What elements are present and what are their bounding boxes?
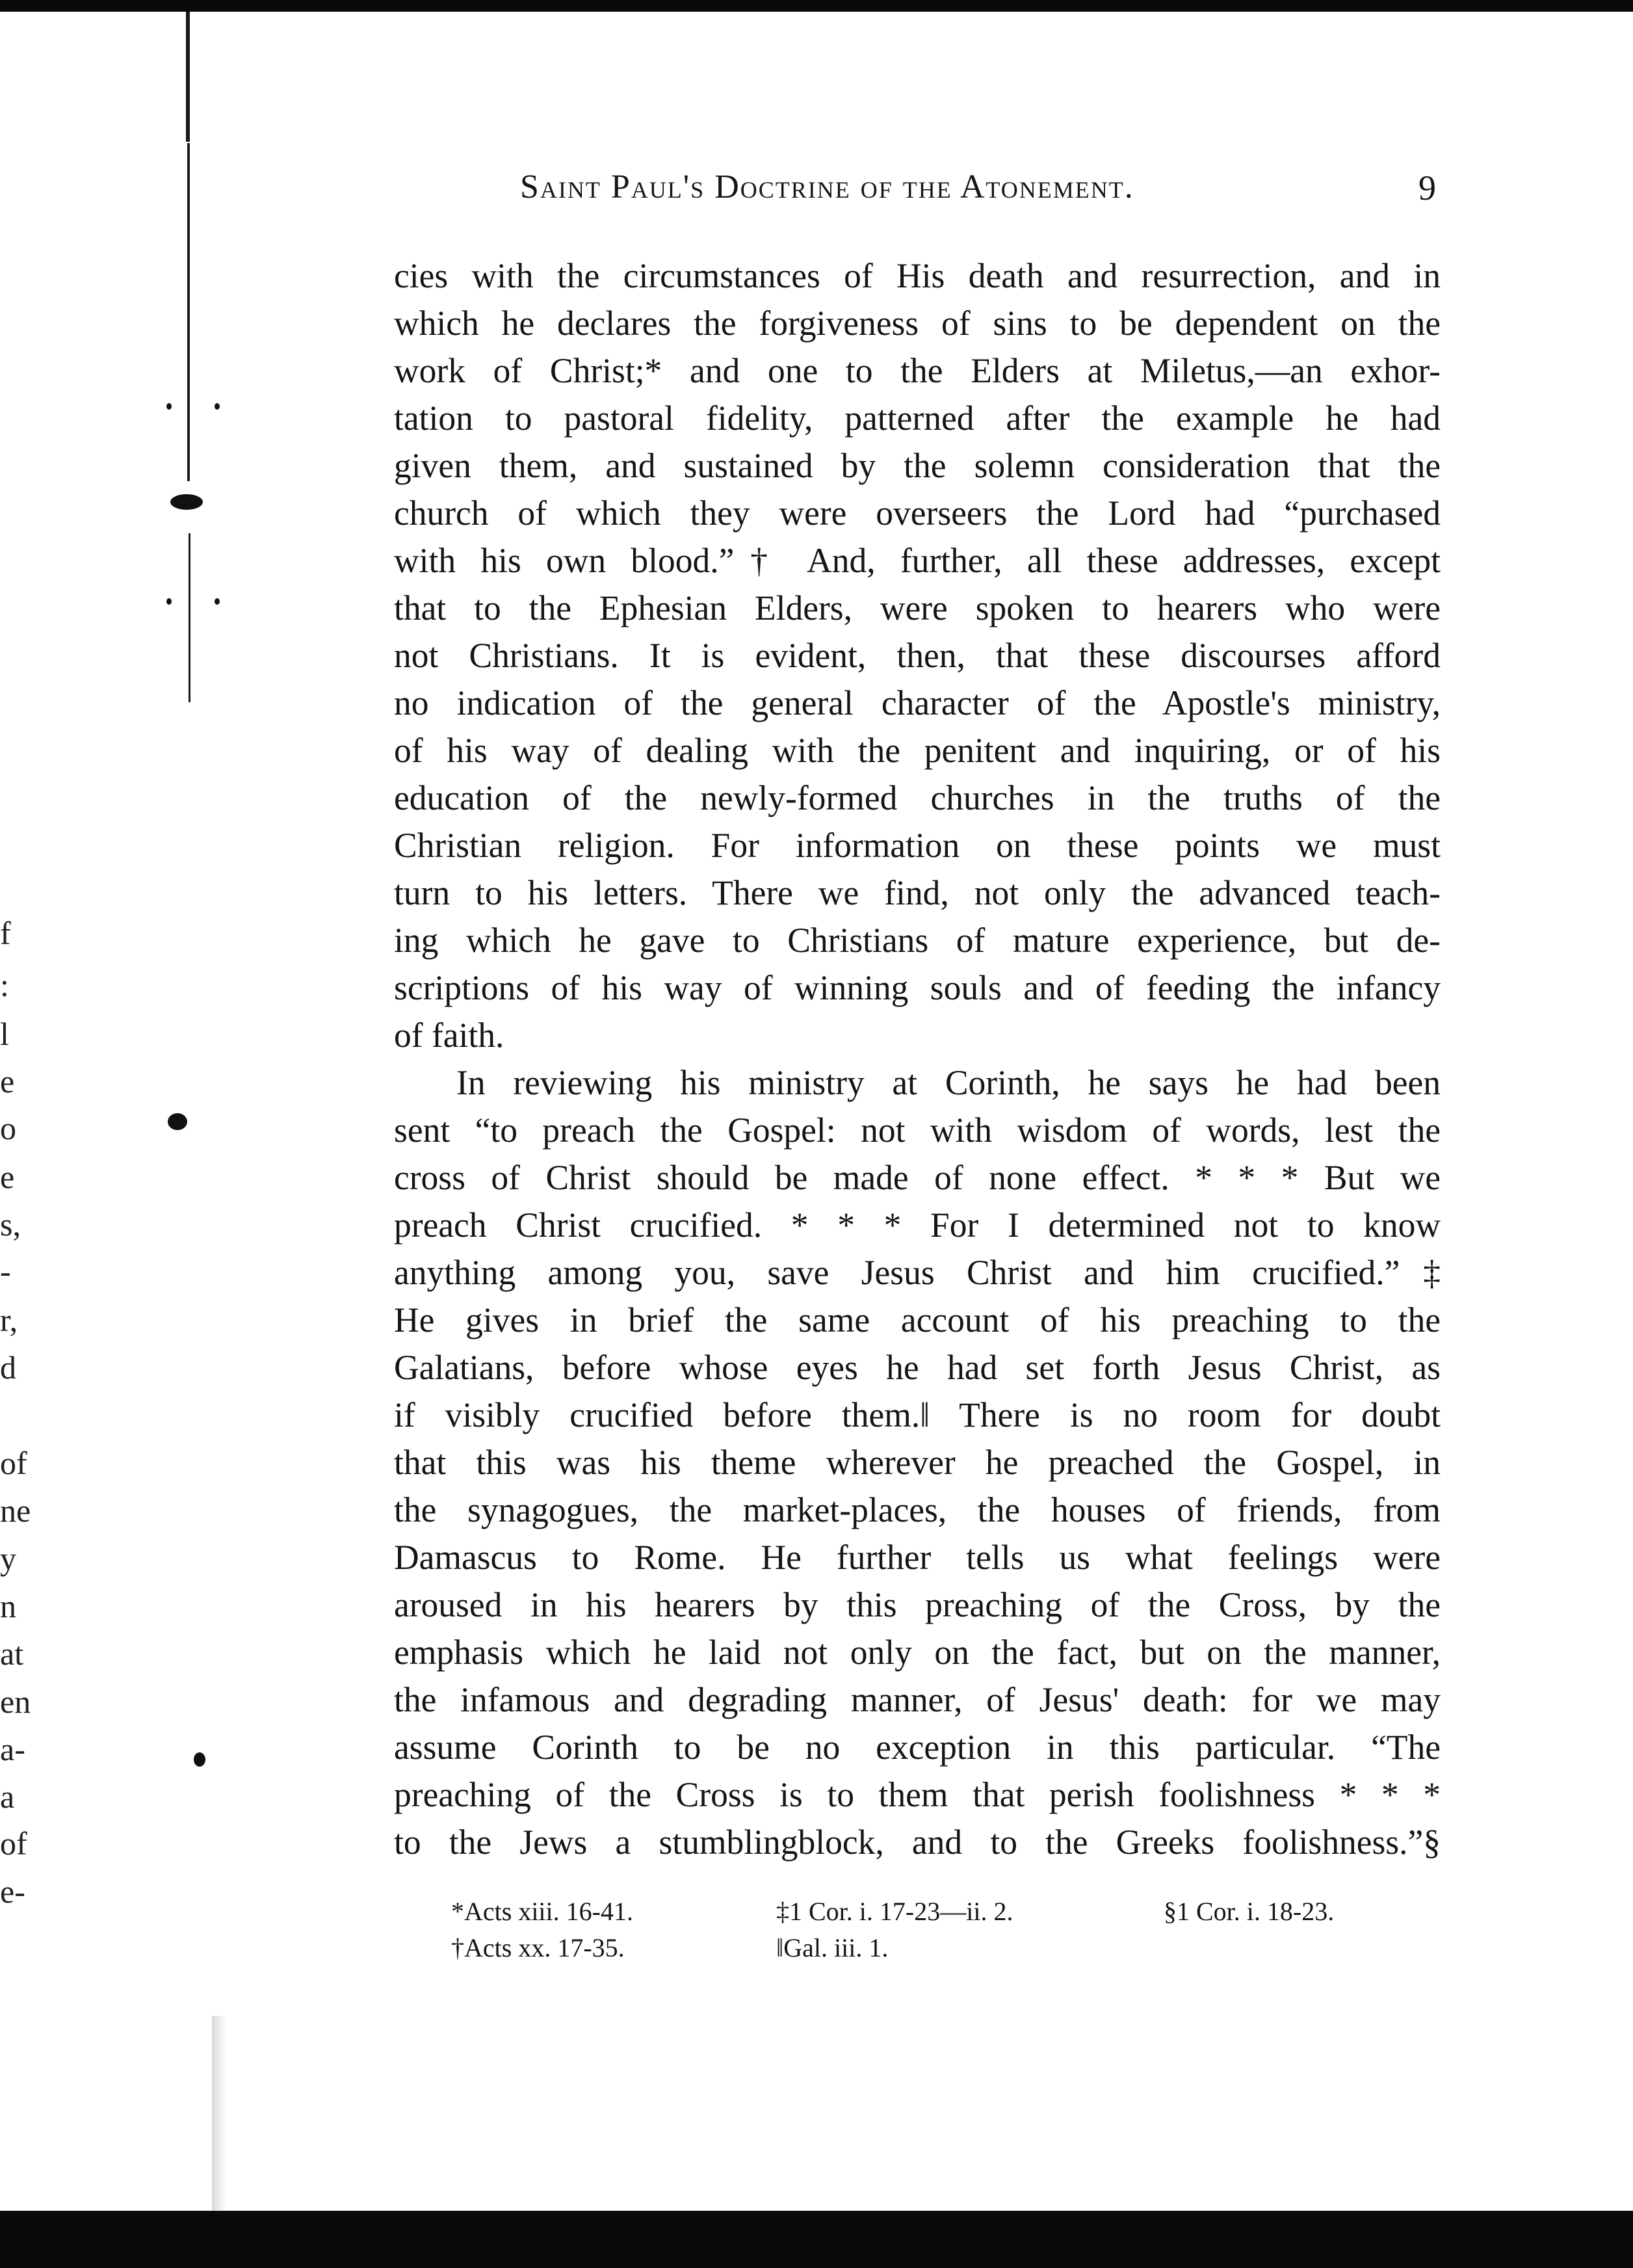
text-line: if visibly crucified before them.‖ There is no room for doubt — [394, 1395, 1441, 1434]
text-line: given them, and sustained by the solemn consideration that the — [394, 446, 1441, 485]
text-line: turn to his letters. There we find, not only the advanced teach- — [394, 873, 1441, 912]
bleed-glyph: f — [0, 915, 11, 951]
text-line: cross of Christ should be made of none effect. * * * But we — [394, 1158, 1441, 1197]
bleed-glyph: s, — [0, 1206, 21, 1243]
bleed-glyph: a — [0, 1778, 15, 1815]
gutter-mark — [166, 403, 172, 410]
bleed-glyph: ne — [0, 1492, 31, 1529]
gutter-mark — [215, 403, 220, 410]
text-line: tation to pastoral fidelity, patterned after the example he had — [394, 399, 1441, 438]
gutter-mark — [194, 1752, 205, 1767]
text-line: no indication of the general character of the Apostle's ministry, — [394, 683, 1441, 722]
bleed-glyph: y — [0, 1540, 16, 1577]
bleed-glyph: e- — [0, 1873, 25, 1910]
text-line: not Christians. It is evident, then, that these discourses afford — [394, 636, 1441, 675]
gutter-mark — [215, 598, 220, 605]
scan-border-top — [0, 0, 1633, 12]
text-line: He gives in brief the same account of his preaching to the — [394, 1300, 1441, 1339]
scan-border-bottom — [0, 2211, 1633, 2268]
text-line: assume Corinth to be no exception in this particular. “The — [394, 1728, 1441, 1767]
body-text — [394, 252, 1441, 1866]
bleed-glyph: l — [0, 1016, 9, 1052]
text-line: aroused in his hearers by this preaching of the Cross, by the — [394, 1585, 1441, 1624]
bleed-glyph: of — [0, 1445, 27, 1481]
gutter-mark — [168, 1113, 187, 1130]
footnote-column — [451, 1893, 633, 1966]
bleed-glyph: a- — [0, 1731, 25, 1767]
bleed-glyph: of — [0, 1825, 27, 1862]
gutter-mark — [166, 598, 172, 605]
text-line: which he declares the forgiveness of sins to be dependent on the — [394, 304, 1441, 343]
bleed-glyph: - — [0, 1253, 11, 1289]
text-line: the synagogues, the market-places, the houses of friends, from — [394, 1490, 1441, 1529]
text-line: anything among you, save Jesus Christ and him crucified.”‡ — [394, 1253, 1441, 1292]
bleed-glyph: e — [0, 1159, 15, 1195]
text-line: emphasis which he laid not only on the fact, but on the manner, — [394, 1633, 1441, 1672]
text-line: sent “to preach the Gospel: not with wisdom of words, lest the — [394, 1111, 1441, 1150]
footnote: §1 Cor. i. 18-23. — [1164, 1897, 1335, 1926]
text-line: Damascus to Rome. He further tells us what feelings were — [394, 1538, 1441, 1577]
text-line: education of the newly-formed churches in the truths of the — [394, 778, 1441, 817]
footnote: *Acts xiii. 16-41. — [451, 1897, 633, 1926]
text-line: preaching of the Cross is to them that perish foolishness * * * — [394, 1775, 1441, 1814]
text-line: preach Christ crucified. * * * For I determined not to know — [394, 1206, 1441, 1245]
text-line: of his way of dealing with the penitent and inquiring, or of his — [394, 731, 1441, 770]
footnote: †Acts xx. 17-35. — [451, 1933, 625, 1962]
footnote-column — [776, 1893, 1013, 1966]
bleed-glyph: r, — [0, 1302, 18, 1338]
text-line: scriptions of his way of winning souls and of feeding the infancy — [394, 968, 1441, 1007]
footnote: ‡1 Cor. i. 17-23—ii. 2. — [776, 1897, 1013, 1926]
bleed-glyph: at — [0, 1635, 24, 1672]
gutter-line — [187, 143, 190, 481]
text-line: to the Jews a stumblingblock, and to the Greeks foolishness.”§ — [394, 1823, 1441, 1862]
gutter-mark — [170, 494, 203, 510]
bleed-glyph: : — [0, 967, 9, 1003]
text-line: ing which he gave to Christians of mature experience, but de- — [394, 921, 1441, 960]
text-line: cies with the circumstances of His death and resurrection, and in — [394, 256, 1441, 295]
text-line: In reviewing his ministry at Corinth, he says he had been — [456, 1063, 1441, 1102]
bleed-glyph: n — [0, 1588, 16, 1624]
text-line: Christian religion. For information on these points we must — [394, 826, 1441, 865]
bleed-glyph: en — [0, 1683, 31, 1720]
text-line: that to the Ephesian Elders, were spoken to hearers who were — [394, 588, 1441, 627]
gutter-line — [186, 12, 190, 142]
page-shadow — [212, 2016, 226, 2211]
running-head-title: Saint Paul's Doctrine of the Atonement. — [520, 168, 1134, 205]
gutter-line — [189, 533, 190, 702]
bleed-glyph: e — [0, 1063, 15, 1100]
text-line: of faith. — [394, 1016, 504, 1055]
bleed-glyph: d — [0, 1349, 16, 1386]
text-line: that this was his theme wherever he preached the Gospel, in — [394, 1443, 1441, 1482]
bleed-glyph: o — [0, 1110, 16, 1146]
text-line: church of which they were overseers the Lord had “purchased — [394, 494, 1441, 533]
paragraph — [394, 1059, 1441, 1866]
text-line: Galatians, before whose eyes he had set forth Jesus Christ, as — [394, 1348, 1441, 1387]
text-line: work of Christ;* and one to the Elders at Miletus,—an exhor- — [394, 351, 1441, 390]
text-line: with his own blood.”† And, further, all these addresses, except — [394, 541, 1441, 580]
footnote-column — [1164, 1893, 1334, 1930]
text-line: the infamous and degrading manner, of Jesus' death: for we may — [394, 1680, 1441, 1719]
page-number: 9 — [1418, 168, 1436, 207]
footnote: ‖Gal. iii. 1. — [776, 1933, 889, 1962]
paragraph — [394, 252, 1441, 1059]
